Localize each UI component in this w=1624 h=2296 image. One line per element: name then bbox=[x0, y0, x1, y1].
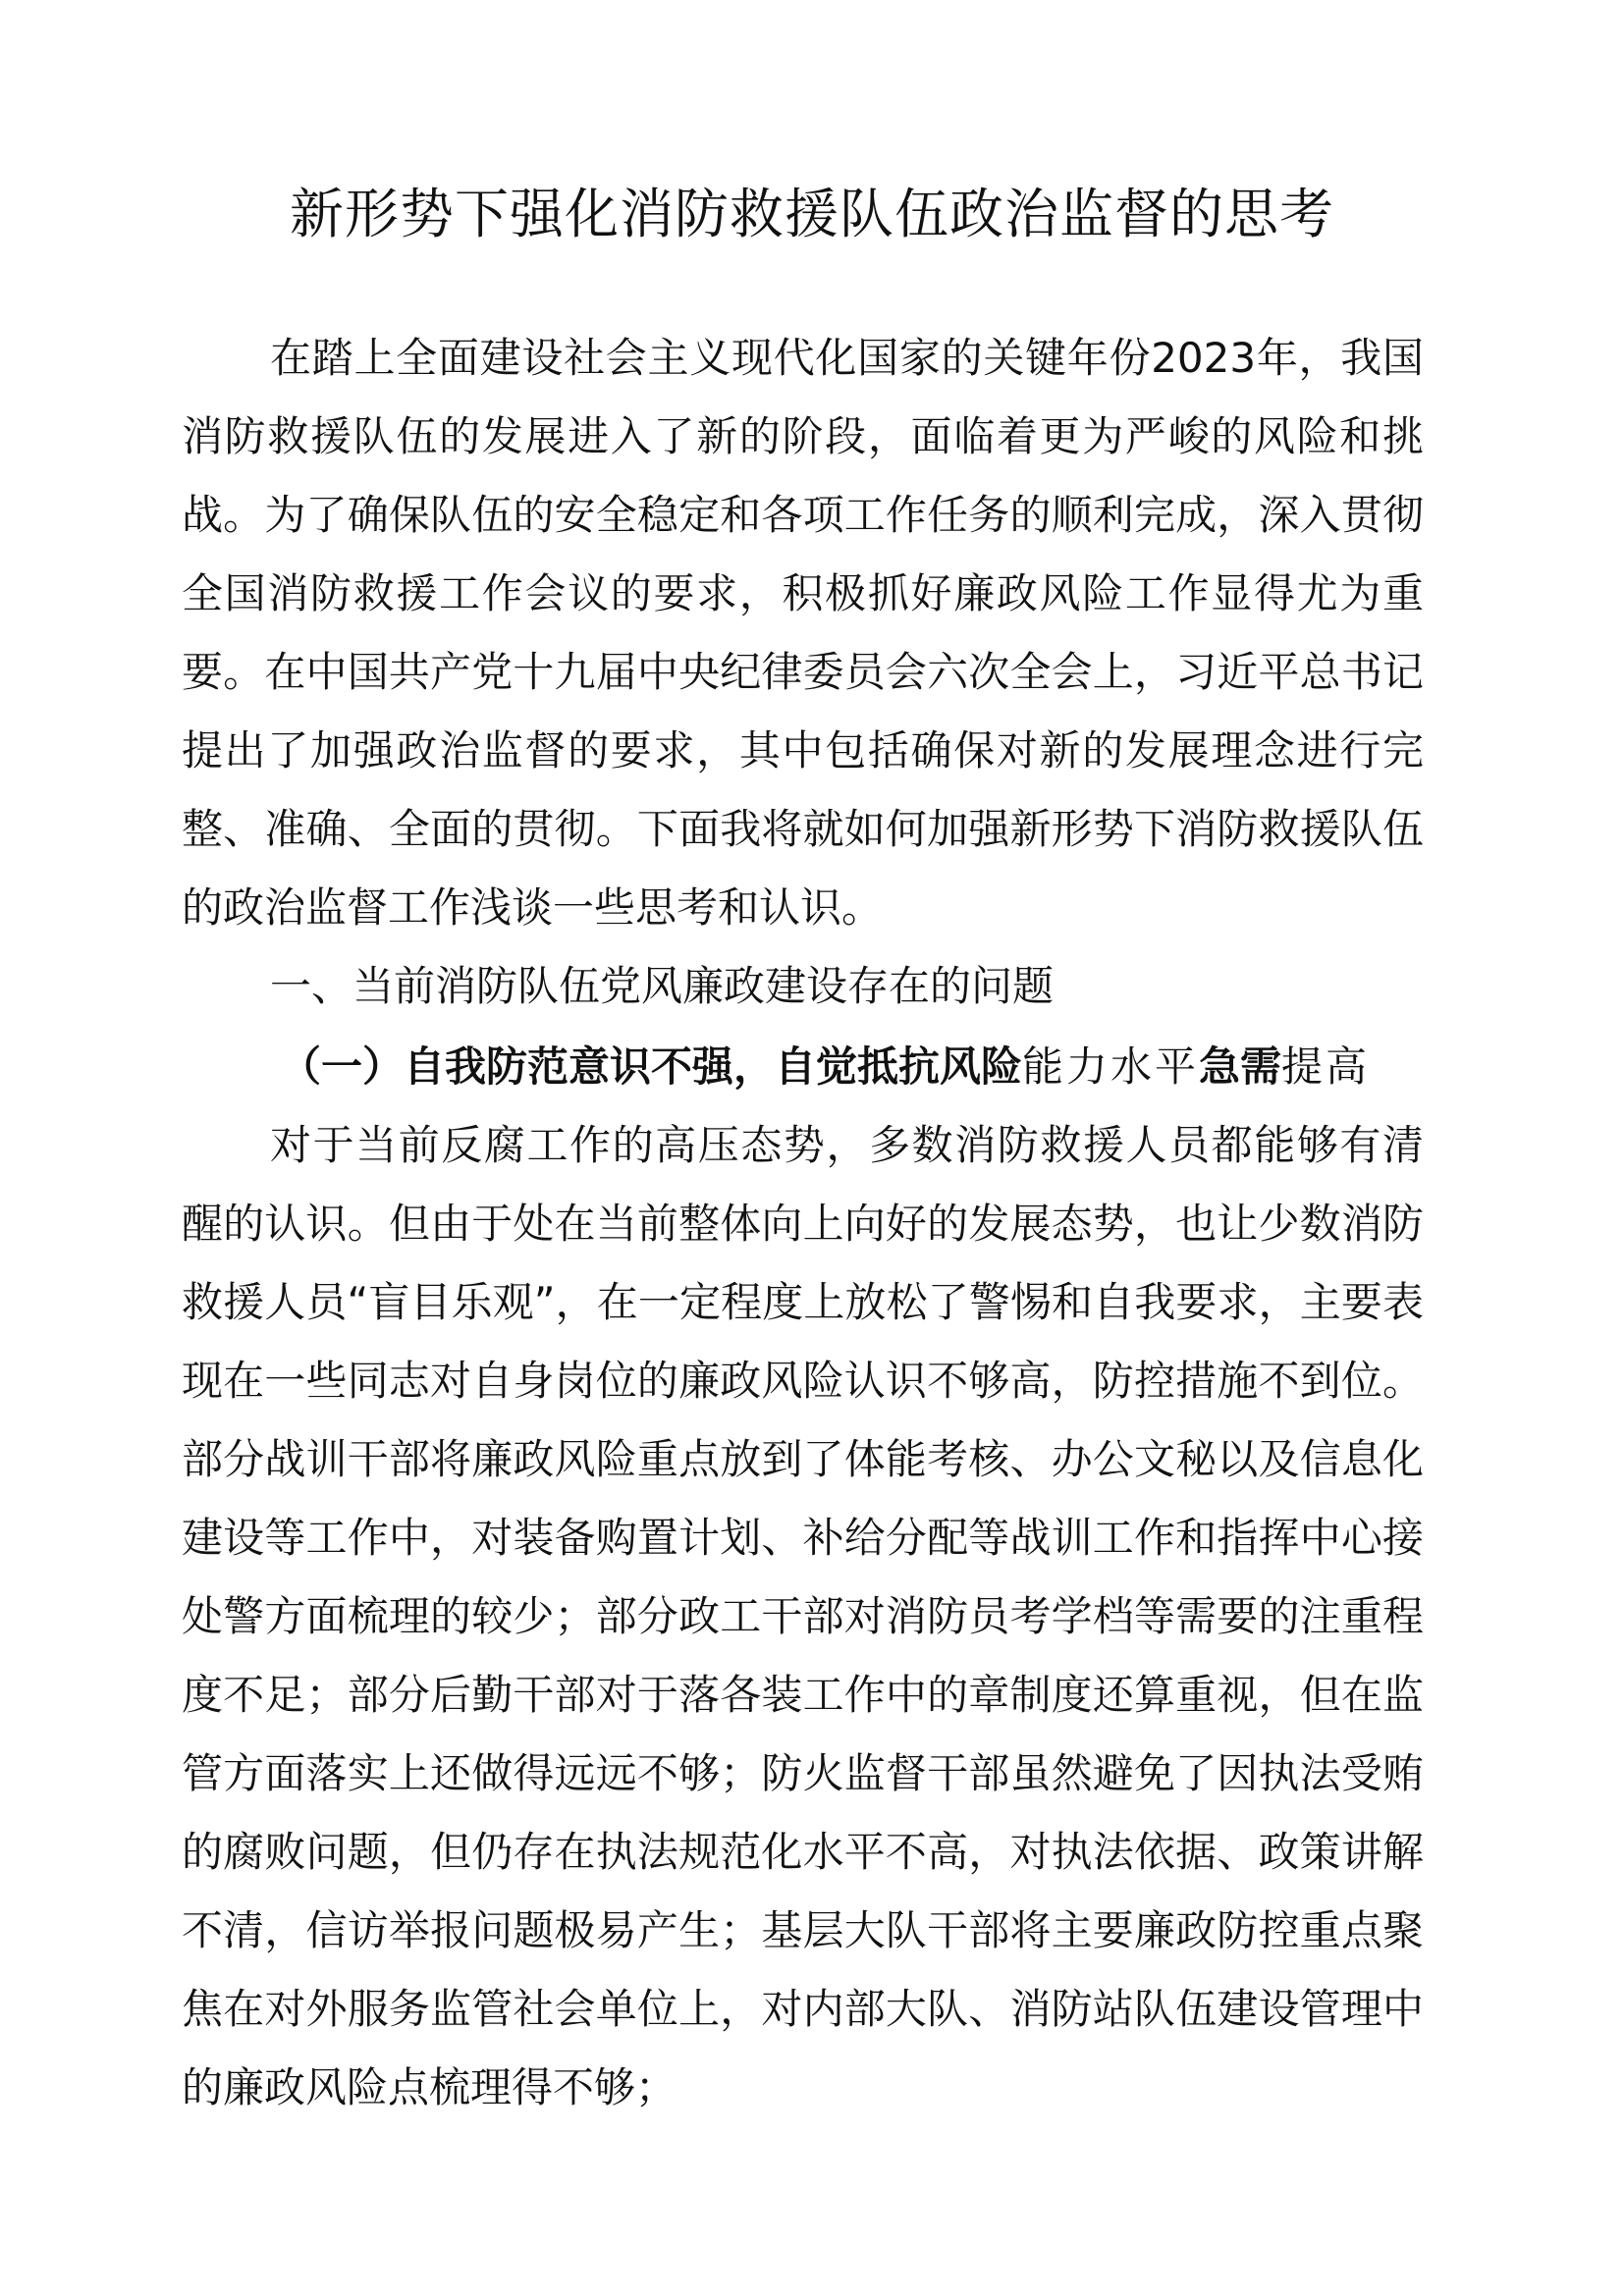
section-heading: 一、当前消防队伍党风廉政建设存在的问题 bbox=[270, 962, 1055, 1010]
subheading-part-a: （一）自我防范意识不强，自觉抵抗风险 bbox=[280, 1042, 1023, 1091]
subheading-part-b: 能力水平 bbox=[1022, 1042, 1200, 1091]
subheading-part-d: 提高 bbox=[1281, 1042, 1371, 1091]
body-paragraph: 对于当前反腐工作的高压态势，多数消防救援人员都能够有清醒的认识。但由于处在当前整体向上向好的发展态势，也让少数消防救援人员“盲目乐观”，在一定程度上放松了警惕和自我要求，主要表现在一些同志对自身岗位的廉政风险认识不够高，防控措施不到位。部分战训干部将廉政风险重点放到了体能考核、办公文秘以及信息化建设等工作中，对装备购置计划、补给分配等战训工作和指挥中心接处警方面梳理的较少；部分政工干部对消防员考学档等需要的注重程度不足；部分后勤干部对于落各装工作中的章制度还算重视，但在监管方面落实上还做得远远不够；防火监督干部虽然避免了因执法受贿的腐败问题，但仍存在执法规范化水平不高，对执法依据、政策讲解不清，信访举报问题极易产生；基层大队干部将主要廉政防控重点聚焦在对外服务监管社会单位上，对内部大队、消防站队伍建设管理中的廉政风险点梳理得不够； bbox=[182, 1121, 1424, 2111]
subheading bbox=[280, 1028, 1370, 1106]
intro-paragraph: 在踏上全面建设社会主义现代化国家的关键年份2023年，我国消防救援队伍的发展进入了新的阶段，面临着更为严峻的风险和挑战。为了确保队伍的安全稳定和各项工作任务的顺利完成，深入贯彻全国消防救援工作会议的要求，积极抓好廉政风险工作显得尤为重要。在中国共产党十九届中央纪律委员会六次全会上，习近平总书记提出了加强政治监督的要求，其中包括确保对新的发展理念进行完整、准确、全面的贯彻。下面我将就如何加强新形势下消防救援队伍的政治监督工作浅谈一些思考和认识。 bbox=[182, 334, 1424, 932]
subheading-part-c: 急需 bbox=[1199, 1042, 1282, 1091]
document-title: 新形势下强化消防救援队伍政治监督的思考 bbox=[289, 183, 1334, 245]
